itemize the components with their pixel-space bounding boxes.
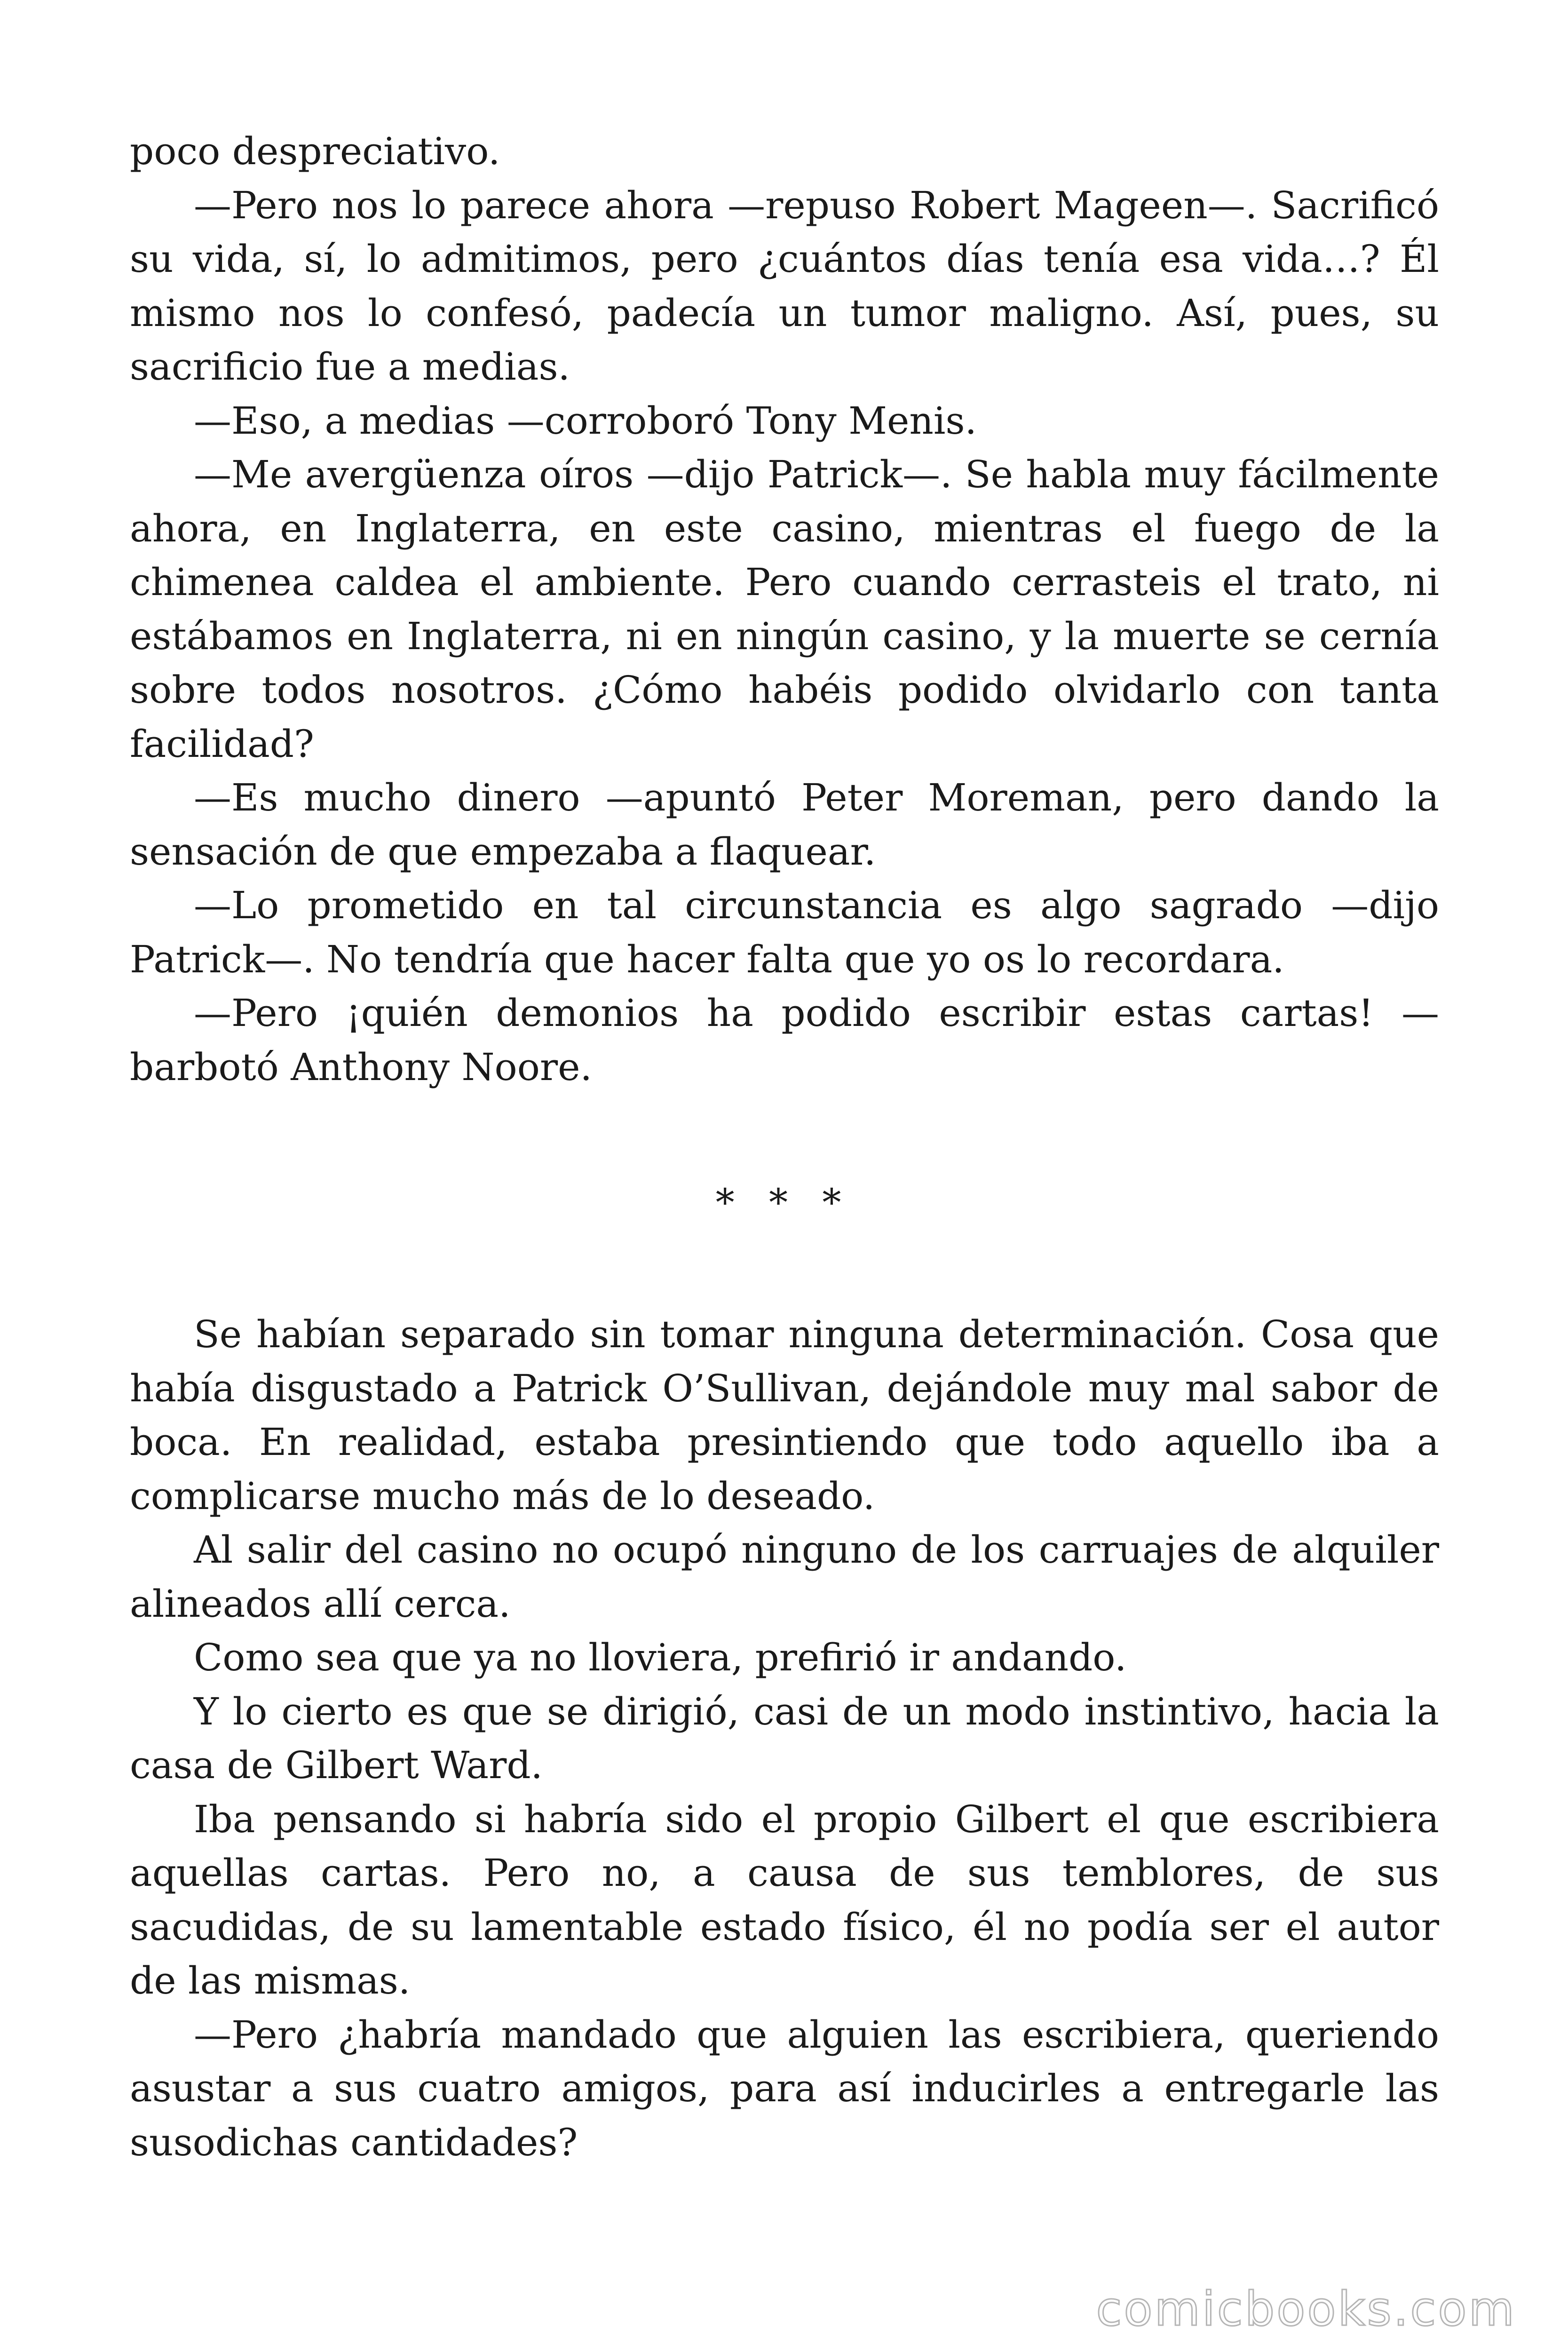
paragraph: —Pero ¿habría mandado que alguien las escribiera, queriendo asustar a sus cuatro amigos, para así inducirles a entregarle las susodichas cantidades? bbox=[130, 2012, 1439, 2164]
paragraph: —Eso, a medias —corroboró Tony Menis. bbox=[194, 398, 977, 443]
watermark: comicbooks.com bbox=[1096, 2281, 1516, 2336]
paragraph: Al salir del casino no ocupó ninguno de los carruajes de alquiler alineados allí cerca. bbox=[130, 1528, 1439, 1626]
text-block-bottom bbox=[130, 1308, 1439, 2169]
paragraph: —Lo prometido en tal circunstancia es algo sagrado —dijo Patrick—. No tendría que hacer falta que yo os lo recordara. bbox=[130, 883, 1439, 981]
paragraph: Se habían separado sin tomar ninguna determinación. Cosa que había disgustado a Patrick O’Sullivan, dejándole muy mal sabor de boca. En realidad, estaba presintiendo que todo aquello iba a complicarse mucho más de lo deseado. bbox=[130, 1312, 1439, 1518]
paragraph: Y lo cierto es que se dirigió, casi de un modo instintivo, hacia la casa de Gilbert Ward. bbox=[130, 1689, 1439, 1787]
paragraph: poco despreciativo. bbox=[130, 129, 500, 173]
paragraph: —Es mucho dinero —apuntó Peter Moreman, pero dando la sensación de que empezaba a flaquear. bbox=[130, 776, 1439, 874]
paragraph: —Me avergüenza oíros —dijo Patrick—. Se habla muy fácilmente ahora, en Inglaterra, en este casino, mientras el fuego de la chimenea caldea el ambiente. Pero cuando cerrasteis el trato, ni estábamos en Inglaterra, ni en ningún casino, y la muerte se cernía sobre todos nosotros. ¿Cómo habéis podido olvidarlo con tanta facilidad? bbox=[130, 453, 1439, 766]
section-separator: * * * bbox=[715, 1181, 853, 1224]
paragraph: —Pero nos lo parece ahora —repuso Robert Mageen—. Sacrificó su vida, sí, lo admitimos, pero ¿cuántos días tenía esa vida…? Él mismo nos lo confesó, padecía un tumor maligno. Así, pues, su sacrificio fue a medias. bbox=[130, 183, 1439, 389]
paragraph: —Pero ¡quién demonios ha podido escribir estas cartas! —barbotó Anthony Noore. bbox=[130, 991, 1439, 1089]
paragraph: Iba pensando si habría sido el propio Gilbert el que escribiera aquellas cartas. Pero no, a causa de sus temblores, de sus sacudidas, de su lamentable estado físico, él no podía ser el autor de las mismas. bbox=[130, 1797, 1439, 2002]
text-block-top bbox=[130, 125, 1439, 1094]
paragraph: Como sea que ya no lloviera, prefirió ir andando. bbox=[194, 1636, 1127, 1679]
